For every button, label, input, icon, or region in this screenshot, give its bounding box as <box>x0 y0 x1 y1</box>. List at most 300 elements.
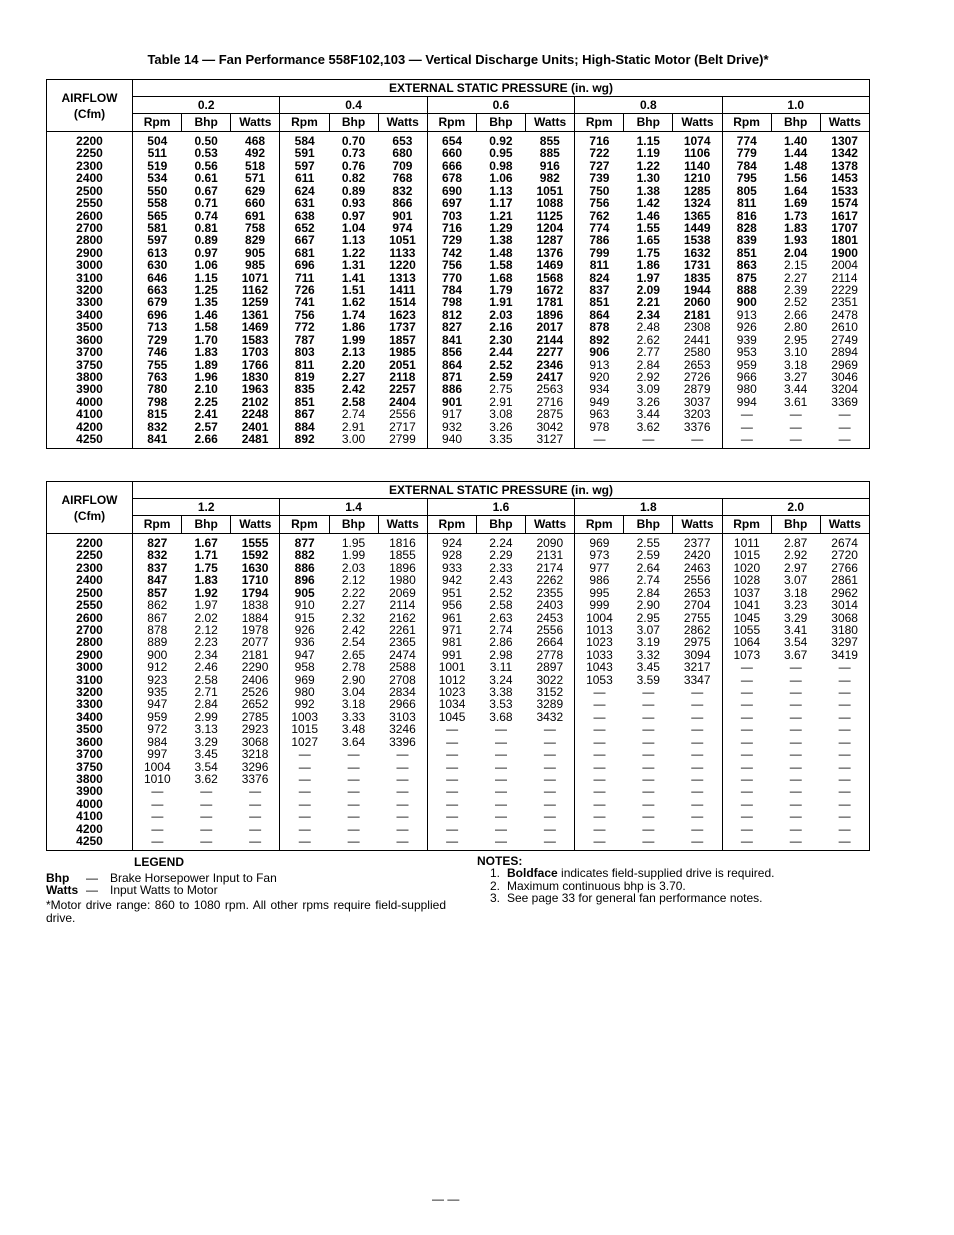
data-cell: 2.84 <box>636 585 660 600</box>
data-cell: 851 <box>294 394 315 409</box>
data-cell: 871 <box>442 370 463 385</box>
data-cell: 2834 <box>378 686 427 698</box>
data-cell: — <box>740 734 753 749</box>
rpm-header: Rpm <box>133 516 182 534</box>
data-cell: — <box>838 821 851 836</box>
airflow-cell: 4000 <box>47 396 133 408</box>
data-cell: 2556 <box>526 624 575 636</box>
data-cell: 1011 <box>733 536 760 550</box>
data-cell: 856 <box>442 345 463 360</box>
airflow-cell: 2400 <box>47 172 133 184</box>
bhp-header: Bhp <box>624 114 673 132</box>
data-cell: 1568 <box>526 272 575 284</box>
data-cell: 1781 <box>526 296 575 308</box>
legend-desc: Brake Horsepower Input to Fan <box>110 871 277 885</box>
data-cell: 1055 <box>733 622 761 637</box>
notes <box>477 855 877 905</box>
watts-header: Watts <box>378 516 427 534</box>
data-cell: 3.19 <box>636 635 660 650</box>
data-cell: 884 <box>294 419 315 434</box>
table-row <box>47 748 870 760</box>
data-cell: 1794 <box>231 587 280 599</box>
data-cell: 663 <box>147 283 168 298</box>
data-cell: — <box>526 798 575 810</box>
bhp-header: Bhp <box>329 114 378 132</box>
data-cell: 0.89 <box>341 183 366 198</box>
data-cell: 2.57 <box>194 419 218 434</box>
pressure-header: 1.6 <box>427 499 574 516</box>
data-cell: — <box>593 722 606 737</box>
data-cell: — <box>642 809 655 824</box>
data-cell: 2181 <box>673 309 722 321</box>
table-row <box>47 132 870 148</box>
data-cell: 2.27 <box>341 598 366 613</box>
data-cell: 3.32 <box>636 647 660 662</box>
data-cell: 1.65 <box>636 233 660 248</box>
data-cell: 956 <box>442 598 463 613</box>
data-cell: 0.76 <box>341 158 366 173</box>
airflow-cell: 3900 <box>47 383 133 395</box>
data-cell: 1074 <box>673 132 722 148</box>
data-cell: 1.13 <box>489 183 513 198</box>
data-cell: 913 <box>736 307 757 322</box>
data-cell: 839 <box>736 233 757 248</box>
data-cell: 3.11 <box>489 660 513 675</box>
data-cell: 2.91 <box>489 394 513 409</box>
data-cell: — <box>642 734 655 749</box>
data-cell: 3.07 <box>636 622 660 637</box>
data-cell: 3068 <box>231 736 280 748</box>
data-cell: 1053 <box>586 672 613 687</box>
data-cell: 1.35 <box>194 295 218 310</box>
data-cell: 1630 <box>231 562 280 574</box>
data-cell: 0.74 <box>194 208 218 223</box>
data-cell: 558 <box>147 196 168 211</box>
data-cell: — <box>151 809 164 824</box>
data-cell: 1533 <box>831 183 858 198</box>
watts-header: Watts <box>673 114 722 132</box>
data-cell: 959 <box>147 709 168 724</box>
data-cell: 2556 <box>673 574 722 586</box>
data-cell: 3.24 <box>489 672 513 687</box>
data-cell: 2248 <box>231 408 280 420</box>
rpm-header: Rpm <box>722 114 771 132</box>
data-cell: — <box>673 711 722 723</box>
data-cell: 774 <box>589 220 610 235</box>
data-cell: 1.29 <box>489 220 513 235</box>
data-cell: 3.23 <box>784 598 808 613</box>
data-cell: 959 <box>736 357 757 372</box>
data-cell: 2144 <box>526 334 575 346</box>
table-row <box>47 383 870 395</box>
data-cell: — <box>494 759 507 774</box>
data-cell: 1766 <box>231 359 280 371</box>
data-cell: 984 <box>147 734 168 749</box>
data-cell: 924 <box>442 536 463 550</box>
data-cell: 2.59 <box>636 548 660 563</box>
data-cell: — <box>673 698 722 710</box>
note-item: 3. See page 33 for general fan performance notes. <box>489 891 763 905</box>
data-cell: — <box>231 823 280 835</box>
data-cell: 1896 <box>526 309 575 321</box>
data-cell: 1.22 <box>341 245 366 260</box>
data-cell: 2.15 <box>784 258 808 273</box>
data-cell: 1857 <box>378 334 427 346</box>
data-cell: — <box>526 835 575 850</box>
data-cell: 0.71 <box>194 196 218 211</box>
data-cell: 912 <box>147 660 168 675</box>
data-cell: 0.73 <box>341 146 366 161</box>
data-cell: 886 <box>442 382 463 397</box>
data-cell: — <box>446 747 459 762</box>
data-cell: 2717 <box>378 421 427 433</box>
table-row <box>47 599 870 611</box>
data-cell: — <box>838 796 851 811</box>
data-cell: 1313 <box>378 272 427 284</box>
data-cell: 3.26 <box>489 419 513 434</box>
data-cell: 0.56 <box>194 158 218 173</box>
data-cell: 2766 <box>831 560 858 575</box>
data-cell: 1033 <box>586 647 613 662</box>
fan-performance-table-2 <box>46 481 870 851</box>
data-cell: 2.59 <box>489 370 513 385</box>
data-cell: 900 <box>736 295 757 310</box>
data-cell: 1830 <box>231 371 280 383</box>
data-cell: 763 <box>147 370 168 385</box>
data-cell: — <box>378 773 427 785</box>
data-cell: — <box>838 772 851 787</box>
data-cell: 660 <box>231 197 280 209</box>
data-cell: — <box>740 772 753 787</box>
data-cell: 3203 <box>673 408 722 420</box>
data-cell: 1.38 <box>489 233 513 248</box>
data-cell: 1.22 <box>636 158 660 173</box>
data-cell: 1.41 <box>341 270 366 285</box>
data-cell: 1.68 <box>489 270 513 285</box>
data-cell: 2.41 <box>194 407 218 422</box>
data-cell: 932 <box>442 419 463 434</box>
data-cell: — <box>789 685 802 700</box>
data-cell: 2.97 <box>784 560 808 575</box>
data-cell: 2069 <box>378 587 427 599</box>
data-cell: — <box>593 759 606 774</box>
data-cell: 3297 <box>831 635 858 650</box>
data-cell: 1.89 <box>194 357 218 372</box>
data-cell: 0.92 <box>489 134 513 148</box>
data-cell: 784 <box>442 283 463 298</box>
data-cell: 1088 <box>526 197 575 209</box>
data-cell: 1.30 <box>636 171 660 186</box>
data-cell: 519 <box>147 158 168 173</box>
table-row <box>47 661 870 673</box>
data-cell: 756 <box>589 196 610 211</box>
data-cell: — <box>838 432 851 447</box>
data-cell: 2404 <box>378 396 427 408</box>
legend-dash: — <box>86 871 98 885</box>
data-cell: 901 <box>378 210 427 222</box>
data-cell: 1001 <box>438 660 466 675</box>
data-cell: 591 <box>294 146 315 161</box>
data-cell: 770 <box>442 270 463 285</box>
data-cell: — <box>642 747 655 762</box>
data-cell: 2060 <box>673 296 722 308</box>
data-cell: 905 <box>231 247 280 259</box>
data-cell: 0.61 <box>194 171 218 186</box>
bhp-header: Bhp <box>476 516 525 534</box>
airflow-cell: 3500 <box>47 723 133 735</box>
data-cell: 2.58 <box>489 598 513 613</box>
data-cell: 947 <box>294 647 315 662</box>
data-cell: 1.97 <box>636 270 660 285</box>
column-header-row <box>47 516 870 534</box>
table-row <box>47 346 870 358</box>
legend <box>46 855 446 925</box>
data-cell: — <box>494 747 507 762</box>
data-cell: — <box>838 747 851 762</box>
data-cell: 729 <box>442 233 463 248</box>
data-cell: 915 <box>294 610 315 625</box>
data-cell: 1838 <box>231 599 280 611</box>
data-cell: 1.25 <box>194 283 218 298</box>
data-cell: — <box>593 747 606 762</box>
data-cell: 994 <box>736 394 757 409</box>
data-cell: 3.48 <box>341 722 366 737</box>
data-cell: 3217 <box>673 661 722 673</box>
data-cell: 779 <box>736 146 757 161</box>
data-cell: — <box>740 759 753 774</box>
data-cell: 939 <box>736 332 757 347</box>
airflow-cell: 2700 <box>47 222 133 234</box>
data-cell: 1.75 <box>194 560 218 575</box>
data-cell: 999 <box>589 598 610 613</box>
data-cell: 1514 <box>378 296 427 308</box>
data-cell: 2.29 <box>489 548 513 563</box>
data-cell: 750 <box>589 183 610 198</box>
data-cell: 3.04 <box>341 685 366 700</box>
data-cell: 2.34 <box>636 307 660 322</box>
data-cell: — <box>673 686 722 698</box>
data-cell: 972 <box>147 722 168 737</box>
data-cell: — <box>446 796 459 811</box>
data-cell: — <box>740 796 753 811</box>
airflow-cell: 3200 <box>47 284 133 296</box>
data-cell: 565 <box>147 208 168 223</box>
data-cell: 2894 <box>831 345 858 360</box>
data-cell: 3376 <box>673 421 722 433</box>
data-cell: 3.44 <box>784 382 808 397</box>
data-cell: — <box>494 734 507 749</box>
data-cell: 940 <box>442 432 463 447</box>
data-cell: — <box>526 810 575 822</box>
data-cell: 678 <box>442 171 463 186</box>
data-cell: 815 <box>147 407 168 422</box>
data-cell: 2257 <box>378 383 427 395</box>
data-cell: 3.68 <box>489 709 513 724</box>
data-cell: 2.48 <box>636 320 660 335</box>
data-cell: 3037 <box>673 396 722 408</box>
data-cell: 1632 <box>673 247 722 259</box>
data-cell: 3.64 <box>341 734 366 749</box>
data-cell: — <box>642 834 655 849</box>
data-cell: 2.52 <box>489 357 513 372</box>
data-cell: 1835 <box>673 272 722 284</box>
data-cell: — <box>378 835 427 850</box>
data-cell: — <box>740 709 753 724</box>
data-cell: — <box>789 834 802 849</box>
data-cell: 3014 <box>831 598 858 613</box>
data-cell: 2.63 <box>489 610 513 625</box>
data-cell: 1.06 <box>489 171 513 186</box>
data-cell: 534 <box>147 171 168 186</box>
airflow-cell: 2250 <box>47 549 133 561</box>
data-cell: — <box>740 672 753 687</box>
data-cell: — <box>740 407 753 422</box>
data-cell: 3.08 <box>489 407 513 422</box>
data-cell: — <box>838 407 851 422</box>
bhp-header: Bhp <box>771 516 820 534</box>
rpm-header: Rpm <box>280 114 329 132</box>
data-cell: — <box>642 772 655 787</box>
data-cell: 696 <box>147 307 168 322</box>
data-cell: — <box>347 772 360 787</box>
data-cell: 2.87 <box>784 536 808 550</box>
data-cell: — <box>642 759 655 774</box>
data-cell: 666 <box>442 158 463 173</box>
data-cell: — <box>740 419 753 434</box>
data-cell: — <box>446 834 459 849</box>
data-cell: — <box>673 433 722 448</box>
data-cell: 784 <box>736 158 757 173</box>
data-cell: — <box>151 784 164 799</box>
data-cell: 3.44 <box>636 407 660 422</box>
data-cell: 3127 <box>526 433 575 448</box>
data-cell: 1023 <box>586 635 613 650</box>
data-cell: 878 <box>147 622 168 637</box>
data-cell: 974 <box>378 222 427 234</box>
legend-dash: — <box>86 883 98 897</box>
data-cell: 504 <box>147 134 168 148</box>
data-cell: — <box>378 748 427 760</box>
data-cell: — <box>789 821 802 836</box>
data-cell: 867 <box>147 610 168 625</box>
data-cell: — <box>593 734 606 749</box>
data-cell: 679 <box>147 295 168 310</box>
data-cell: 2.42 <box>341 622 366 637</box>
data-cell: 828 <box>736 220 757 235</box>
data-cell: 1.46 <box>194 307 218 322</box>
data-cell: — <box>838 419 851 434</box>
data-cell: 0.97 <box>341 208 366 223</box>
airflow-cell: 2900 <box>47 247 133 259</box>
data-cell: — <box>231 798 280 810</box>
data-cell: 910 <box>294 598 315 613</box>
data-cell: 2.98 <box>489 647 513 662</box>
data-cell: 1.38 <box>636 183 660 198</box>
bhp-header: Bhp <box>182 516 231 534</box>
rpm-header: Rpm <box>427 114 476 132</box>
data-cell: 969 <box>589 536 610 550</box>
data-cell: 780 <box>147 382 168 397</box>
data-cell: 691 <box>231 210 280 222</box>
data-cell: 1737 <box>378 321 427 333</box>
data-cell: 0.81 <box>194 220 218 235</box>
data-cell: 787 <box>294 332 315 347</box>
data-cell: 2.91 <box>341 419 366 434</box>
airflow-cell: 2200 <box>47 132 133 148</box>
data-cell: 768 <box>378 172 427 184</box>
data-cell: 798 <box>147 394 168 409</box>
data-cell: 947 <box>147 697 168 712</box>
data-cell: 2.55 <box>636 536 660 550</box>
data-cell: 2.02 <box>194 610 218 625</box>
airflow-cell: 2800 <box>47 636 133 648</box>
data-cell: 3.53 <box>489 697 513 712</box>
data-cell: 3.33 <box>341 709 366 724</box>
table-row <box>47 234 870 246</box>
data-cell: 1.21 <box>489 208 513 223</box>
data-cell: 3419 <box>831 647 858 662</box>
data-cell: 805 <box>736 183 757 198</box>
data-cell: 597 <box>294 158 315 173</box>
airflow-cell: 2800 <box>47 234 133 246</box>
data-cell: 1449 <box>673 222 722 234</box>
bhp-header: Bhp <box>624 516 673 534</box>
data-cell: 2674 <box>831 536 858 550</box>
data-cell: 2102 <box>231 396 280 408</box>
data-cell: 1.70 <box>194 332 218 347</box>
table-row <box>47 197 870 209</box>
data-cell: — <box>526 785 575 797</box>
data-cell: 3289 <box>526 698 575 710</box>
bhp-header: Bhp <box>476 114 525 132</box>
data-cell: 1731 <box>673 259 722 271</box>
data-cell: — <box>740 660 753 675</box>
data-cell: — <box>151 834 164 849</box>
data-cell: — <box>378 785 427 797</box>
table-row <box>47 534 870 550</box>
data-cell: 1378 <box>831 158 858 173</box>
airflow-cell: 2300 <box>47 562 133 574</box>
data-cell: 1.91 <box>489 295 513 310</box>
data-cell: 1.83 <box>194 573 218 588</box>
data-cell: 3246 <box>378 723 427 735</box>
data-cell: — <box>526 823 575 835</box>
data-cell: — <box>298 821 311 836</box>
data-cell: 1.69 <box>784 196 808 211</box>
data-cell: 681 <box>294 245 315 260</box>
data-cell: 2004 <box>831 258 858 273</box>
table-row <box>47 408 870 420</box>
data-cell: 2588 <box>378 661 427 673</box>
airflow-cell: 4100 <box>47 810 133 822</box>
data-cell: — <box>740 722 753 737</box>
data-cell: 835 <box>294 382 315 397</box>
data-cell: 716 <box>589 134 610 148</box>
data-cell: 2403 <box>526 599 575 611</box>
data-cell: — <box>789 772 802 787</box>
data-cell: — <box>740 432 753 447</box>
data-cell: 703 <box>442 208 463 223</box>
data-cell: — <box>673 823 722 835</box>
data-cell: 1985 <box>378 346 427 358</box>
data-cell: — <box>298 809 311 824</box>
data-cell: 1365 <box>673 210 722 222</box>
data-cell: 2.66 <box>784 307 808 322</box>
data-cell: 3.59 <box>636 672 660 687</box>
data-cell: 2.03 <box>489 307 513 322</box>
data-cell: 985 <box>231 259 280 271</box>
airflow-cell: 2700 <box>47 624 133 636</box>
